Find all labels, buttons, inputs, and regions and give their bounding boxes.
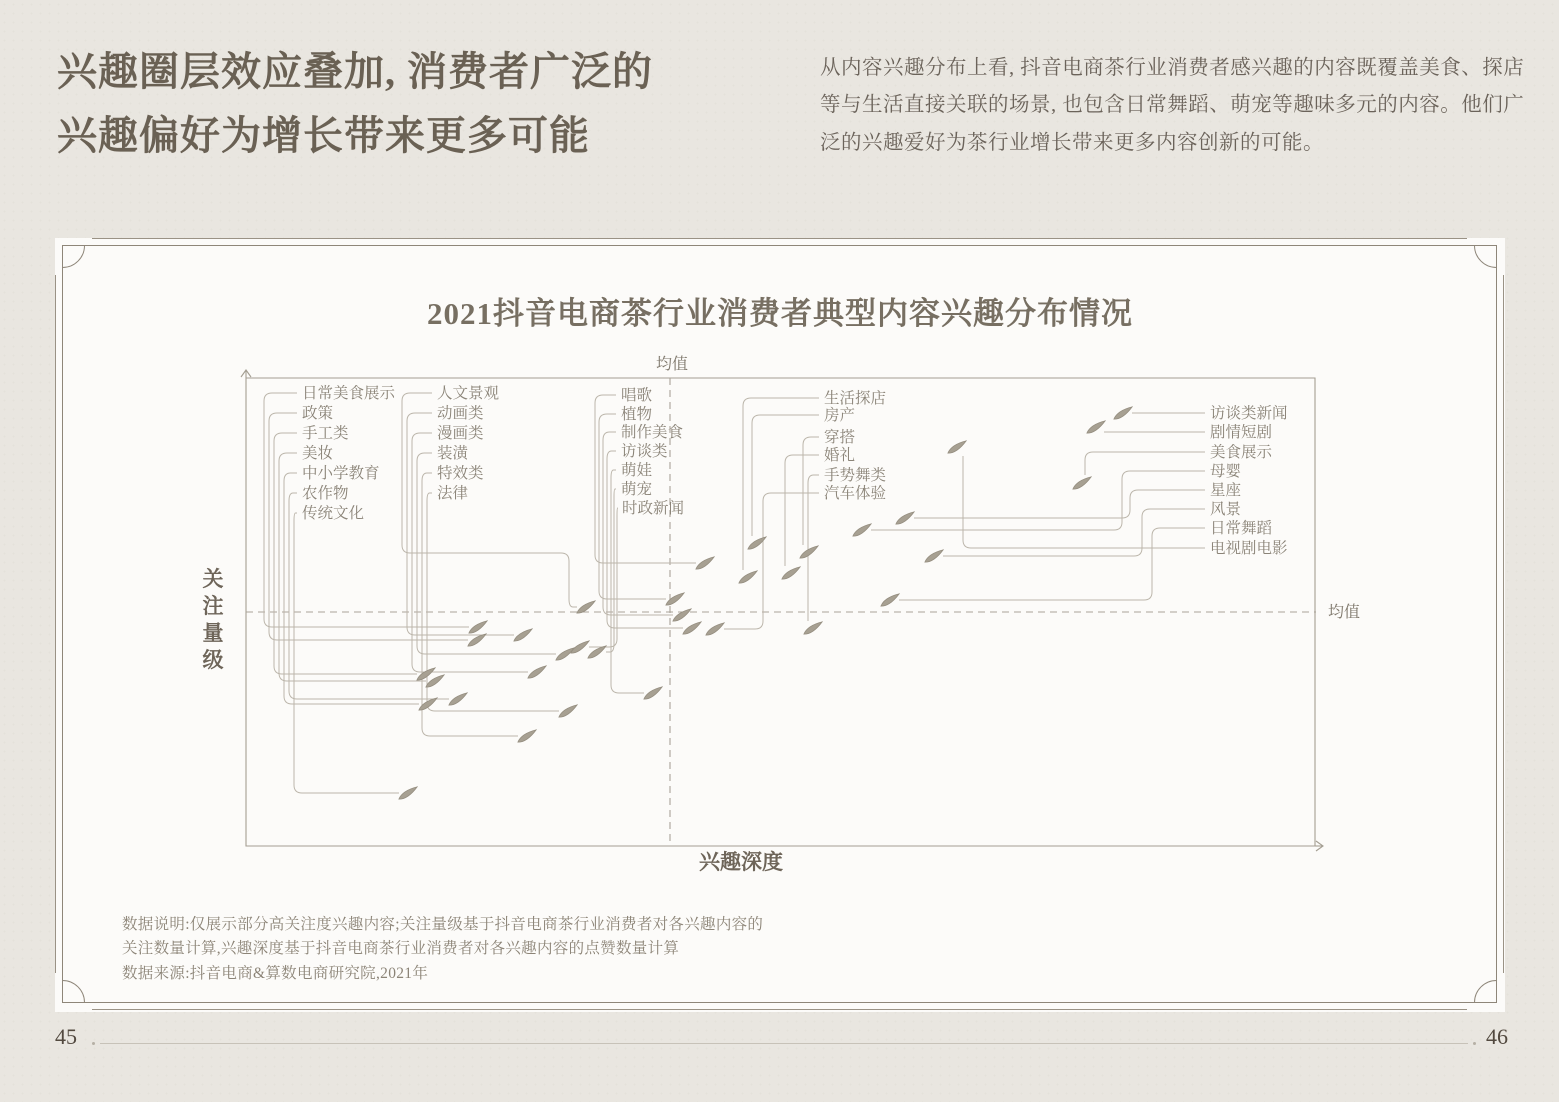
- note-line-1: 数据说明:仅展示部分高关注度兴趣内容;关注量级基于抖音电商茶行业消费者对各兴趣内容的: [122, 916, 764, 933]
- item-label: 农作物: [302, 485, 349, 502]
- item-label: 植物: [621, 406, 653, 423]
- item-label: 传统文化: [302, 505, 365, 522]
- item-label: 法律: [437, 485, 469, 502]
- item-label: 母婴: [1210, 463, 1242, 480]
- item-label: 时政新闻: [622, 500, 685, 517]
- item-label: 萌宠: [621, 481, 653, 498]
- item-label: 中小学教育: [302, 465, 380, 482]
- item-label: 汽车体验: [824, 485, 887, 502]
- note-line-2: 关注数量计算,兴趣深度基于抖音电商茶行业消费者对各兴趣内容的点赞数量计算: [122, 940, 680, 958]
- chart-title: 2021抖音电商茶行业消费者典型内容兴趣分布情况: [427, 296, 1133, 331]
- item-label: 星座: [1210, 482, 1242, 499]
- page-title-line1: 兴趣圈层效应叠加, 消费者广泛的: [57, 49, 653, 94]
- y-axis-title-char: 量: [202, 621, 224, 645]
- item-label: 访谈类新闻: [1210, 405, 1288, 422]
- y-axis-title-char: 注: [202, 594, 224, 618]
- item-label: 动画类: [437, 405, 484, 422]
- page-number-right: 46: [1486, 1024, 1508, 1049]
- mean-label-right: 均值: [1328, 604, 1361, 621]
- item-label: 穿搭: [824, 429, 856, 446]
- item-label: 美妆: [302, 445, 334, 462]
- item-label: 房产: [824, 407, 856, 424]
- item-label: 手势舞类: [824, 467, 887, 484]
- item-label: 手工类: [302, 425, 349, 442]
- item-label: 日常舞蹈: [1210, 520, 1273, 537]
- page-number-left: 45: [55, 1024, 77, 1049]
- intro-paragraph: 从内容兴趣分布上看, 抖音电商茶行业消费者感兴趣的内容既覆盖美食、探店等与生活直接关联的场景, 也包含日常舞蹈、萌宠等趣味多元的内容。他们广泛的兴趣爱好为茶行业增长带来更多内容创新的可能。: [820, 57, 1525, 154]
- item-label: 漫画类: [437, 425, 484, 442]
- note-line-3: 数据来源:抖音电商&算数电商研究院,2021年: [122, 964, 429, 982]
- item-label: 装潢: [437, 445, 469, 462]
- item-label: 风景: [1210, 501, 1242, 518]
- item-label: 美食展示: [1210, 444, 1273, 461]
- item-label: 电视剧电影: [1210, 540, 1288, 557]
- item-label: 日常美食展示: [302, 385, 396, 402]
- item-label: 萌娃: [621, 462, 653, 479]
- page-title-line2: 兴趣偏好为增长带来更多可能: [57, 113, 590, 158]
- item-label: 剧情短剧: [1210, 424, 1273, 441]
- item-label: 生活探店: [824, 390, 887, 407]
- y-axis-title-char: 级: [202, 648, 224, 672]
- mean-label-top: 均值: [655, 356, 689, 373]
- chart-notes: [122, 913, 763, 986]
- item-label: 制作美食: [621, 424, 684, 441]
- panel-frame: [55, 238, 1505, 1012]
- item-label: 政策: [302, 405, 334, 422]
- item-label: 特效类: [437, 465, 484, 482]
- item-label: 唱歌: [621, 387, 653, 404]
- x-axis-title: 兴趣深度: [699, 850, 783, 874]
- footer-rule: [100, 1043, 1468, 1044]
- item-label: 人文景观: [437, 385, 500, 402]
- item-label: 访谈类: [621, 443, 668, 460]
- y-axis-title-char: 关: [202, 567, 224, 591]
- item-label: 婚礼: [824, 447, 856, 464]
